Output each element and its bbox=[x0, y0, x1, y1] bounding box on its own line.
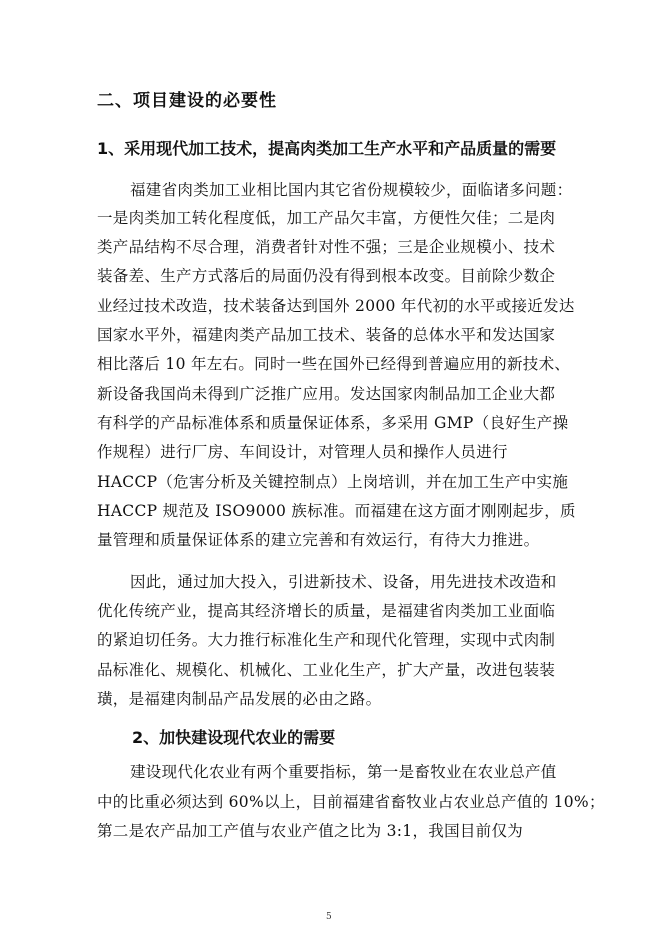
paragraph-line: HACCP 规范及 ISO9000 族标准。而福建在这方面才刚刚起步，质 bbox=[97, 502, 576, 520]
paragraph-line: 一是肉类加工转化程度低，加工产品欠丰富，方便性欠佳；二是肉 bbox=[97, 209, 556, 227]
main-heading: 二、项目建设的必要性 bbox=[97, 91, 277, 111]
paragraph-line: 新设备我国尚未得到广泛推广应用。发达国家肉制品加工企业大都 bbox=[97, 385, 556, 403]
paragraph-line: 相比落后 10 年左右。同时一些在国外已经得到普遍应用的新技术、 bbox=[97, 355, 571, 373]
paragraph-line: 有科学的产品标准体系和质量保证体系，多采用 GMP（良好生产操 bbox=[97, 414, 569, 432]
paragraph-line: 品标准化、规模化、机械化、工业化生产，扩大产量，改进包装装 bbox=[97, 661, 556, 679]
paragraph-line: 国家水平外，福建肉类产品加工技术、装备的总体水平和发达国家 bbox=[97, 326, 556, 344]
page-number: 5 bbox=[326, 912, 332, 922]
paragraph-line: 优化传统产业，提高其经济增长的质量，是福建省肉类加工业面临 bbox=[97, 602, 556, 620]
section-2-title: 2、加快建设现代农业的需要 bbox=[132, 728, 336, 747]
paragraph-line: 的紧迫切任务。大力推行标准化生产和现代化管理，实现中式肉制 bbox=[97, 631, 556, 649]
paragraph-line: 因此，通过加大投入，引进新技术、设备，用先进技术改造和 bbox=[130, 573, 557, 591]
paragraph-line: 作规程）进行厂房、车间设计，对管理人员和操作人员进行 bbox=[97, 443, 508, 461]
paragraph-line: 福建省肉类加工业相比国内其它省份规模较少，面临诸多问题： bbox=[130, 181, 573, 199]
paragraph-line: HACCP（危害分析及关键控制点）上岗培训，并在加工生产中实施 bbox=[97, 473, 569, 491]
paragraph-line: 业经过技术改造，技术装备达到国外 2000 年代初的水平或接近发达 bbox=[97, 297, 575, 315]
paragraph-line: 第二是农产品加工产值与农业产值之比为 3:1，我国目前仅为 bbox=[97, 822, 524, 840]
section-1-title: 1、采用现代加工技术，提高肉类加工生产水平和产品质量的需要 bbox=[97, 139, 557, 158]
paragraph-line: 建设现代化农业有两个重要指标，第一是畜牧业在农业总产值 bbox=[130, 763, 557, 781]
paragraph-line: 装备差、生产方式落后的局面仍没有得到根本改变。目前除少数企 bbox=[97, 267, 556, 285]
paragraph-line: 璜，是福建肉制品产品发展的必由之路。 bbox=[97, 690, 382, 708]
paragraph-line: 类产品结构不尽合理，消费者针对性不强；三是企业规模小、技术 bbox=[97, 238, 556, 256]
paragraph-line: 量管理和质量保证体系的建立完善和有效运行，有待大力推进。 bbox=[97, 531, 540, 549]
paragraph-line: 中的比重必须达到 60%以上，目前福建省畜牧业占农业总产值的 10%； bbox=[97, 793, 605, 811]
